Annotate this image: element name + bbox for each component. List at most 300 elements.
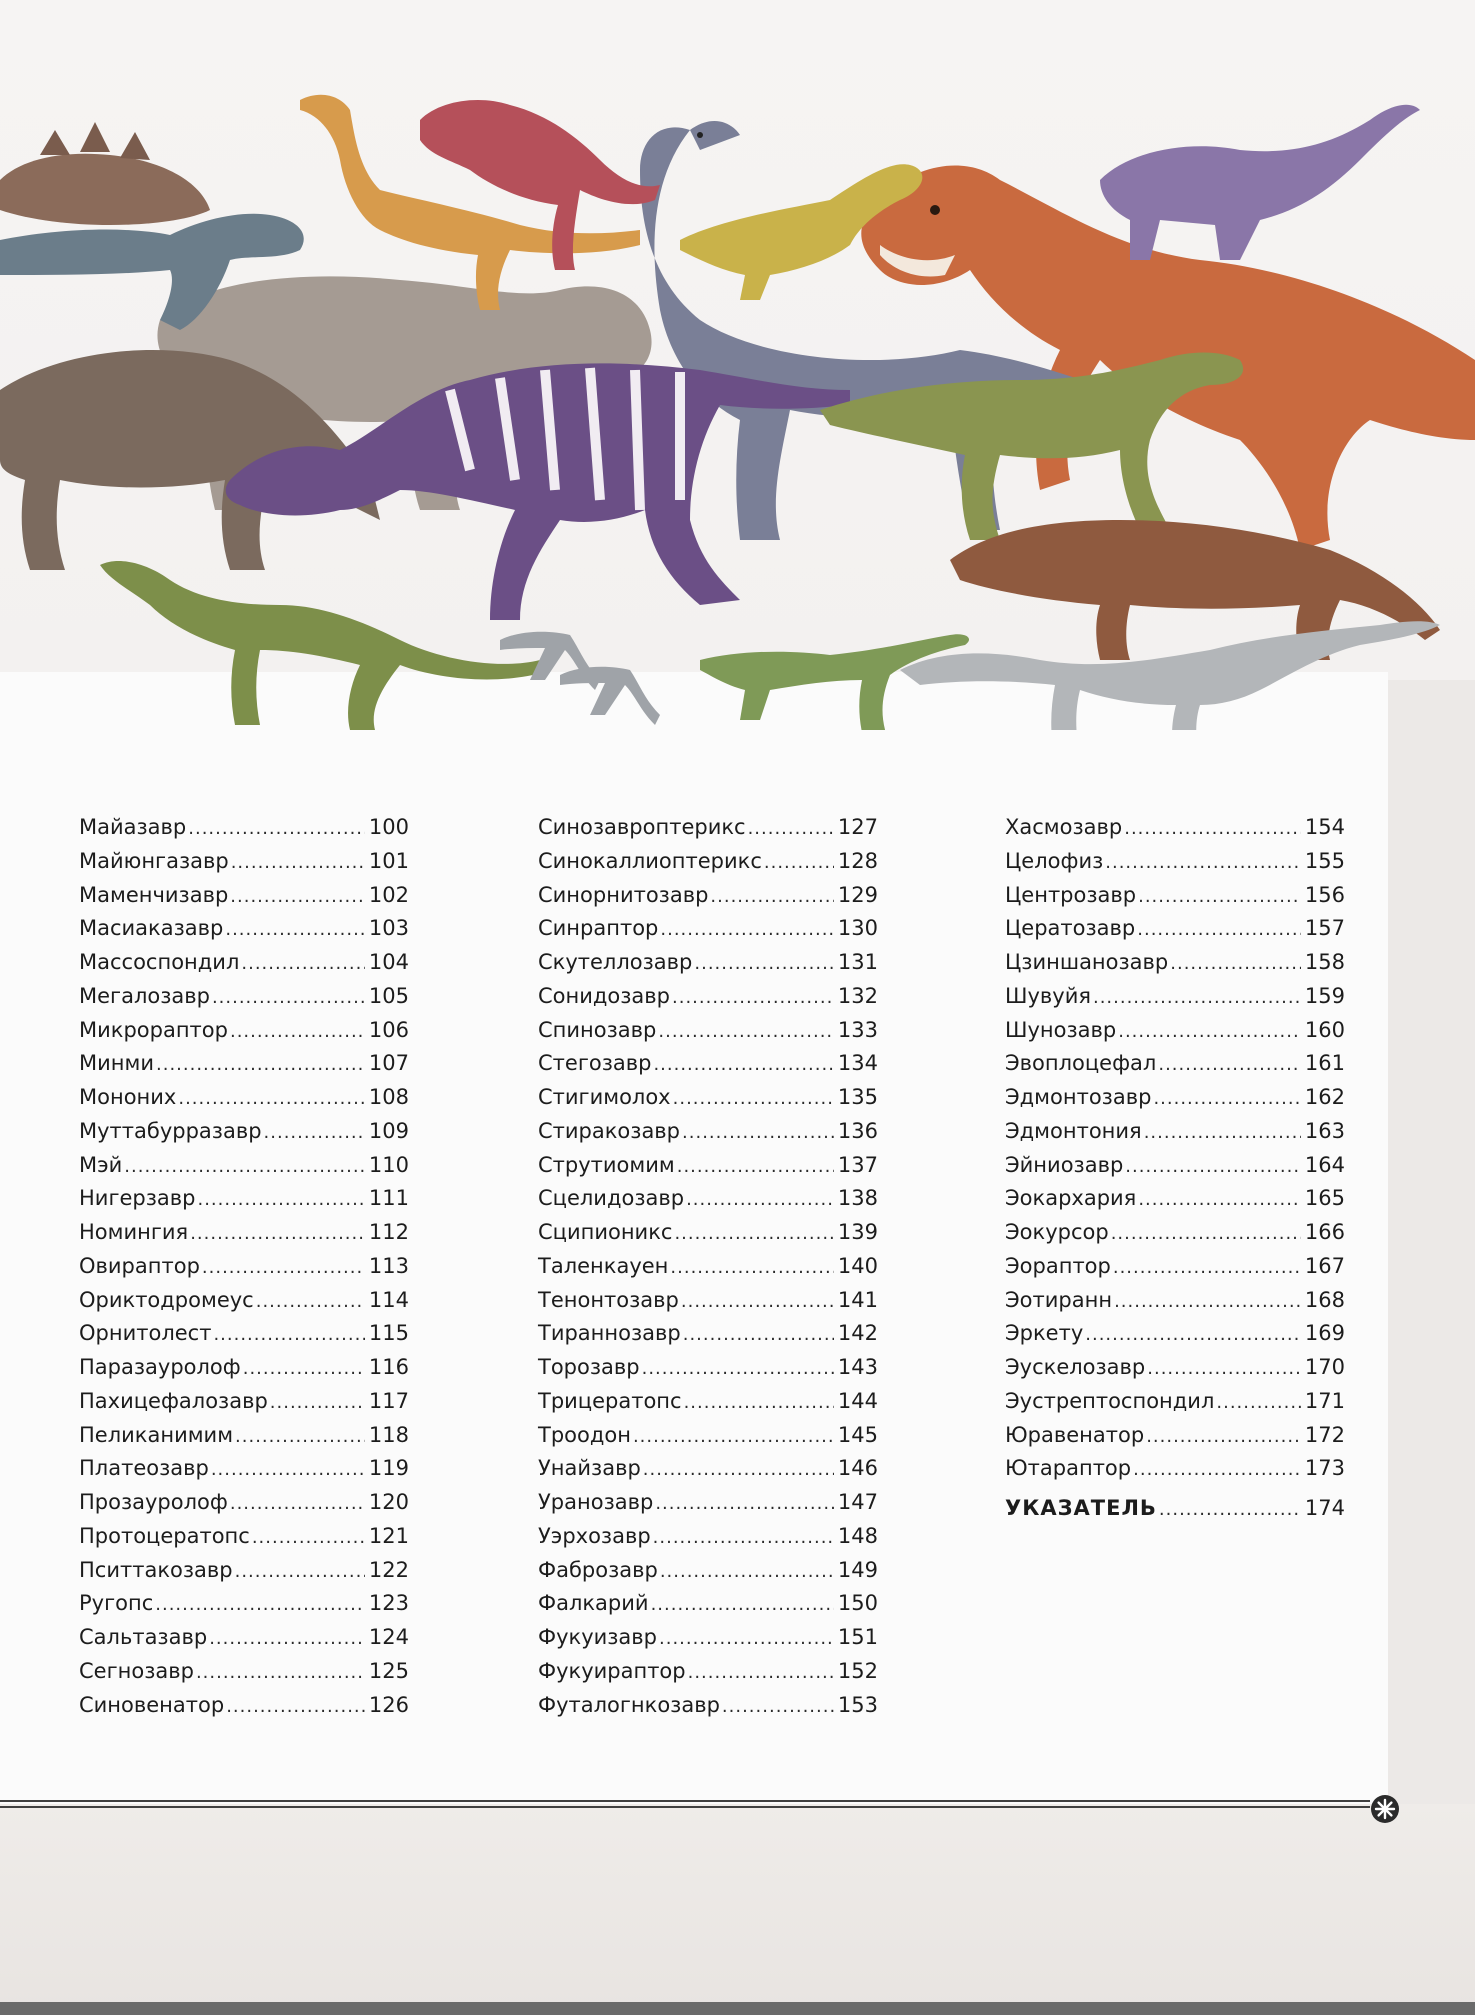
toc-dot-leader [673, 1088, 834, 1109]
toc-dot-leader [677, 1156, 834, 1177]
toc-entry-name: Струтиомим [538, 1152, 675, 1177]
toc-page-number: 147 [837, 1490, 878, 1514]
toc-entry-name: Футалогнкозавр [538, 1692, 720, 1717]
toc-entry[interactable] [79, 984, 409, 1018]
toc-dot-leader [243, 1358, 365, 1379]
toc-entry[interactable] [538, 916, 878, 950]
toc-entry[interactable] [538, 1558, 878, 1592]
toc-entry[interactable] [1005, 1018, 1345, 1052]
toc-page-number: 172 [1304, 1422, 1345, 1447]
toc-dot-leader [660, 919, 834, 940]
toc-entry[interactable] [1005, 1085, 1345, 1119]
page-bottom-margin [0, 1804, 1475, 2015]
toc-dot-leader [1147, 1358, 1301, 1379]
toc-dot-leader [1118, 1021, 1301, 1042]
toc-dot-leader [683, 1324, 834, 1345]
toc-entry[interactable] [538, 1254, 878, 1288]
toc-dot-leader [190, 1223, 365, 1244]
toc-page-number: 142 [837, 1321, 878, 1346]
toc-entry[interactable] [538, 883, 878, 917]
toc-page-number: 160 [1304, 1017, 1345, 1042]
toc-entry-name: Мэй [79, 1152, 123, 1177]
toc-entry-name: Орнитолест [79, 1321, 212, 1346]
toc-page-number: 129 [837, 882, 878, 907]
toc-dot-leader [674, 1223, 833, 1244]
toc-entry[interactable] [79, 1423, 409, 1457]
toc-entry-name: Масиаказавр [79, 916, 224, 941]
toc-dot-leader [672, 987, 834, 1008]
toc-page-number: 168 [1304, 1287, 1345, 1312]
toc-entry[interactable] [538, 1153, 878, 1187]
toc-entry[interactable] [538, 1085, 878, 1119]
toc-entry[interactable] [538, 1625, 878, 1659]
dinosaur-illustration [0, 60, 1475, 730]
toc-entry-name: Ориктодромеус [79, 1287, 254, 1312]
toc-page-number: 118 [368, 1422, 409, 1447]
toc-page-number: 137 [837, 1152, 878, 1177]
toc-page-number: 174 [1304, 1496, 1345, 1520]
toc-page-number: 121 [368, 1523, 409, 1548]
toc-page-number: 127 [837, 815, 878, 839]
toc-page-number: 135 [837, 1085, 878, 1109]
toc-entry-name: Тенонтозавр [538, 1287, 679, 1312]
toc-entry-name: Синозавроптерикс [538, 815, 746, 839]
toc-index-name: УКАЗАТЕЛЬ [1005, 1496, 1157, 1520]
toc-page-number: 153 [837, 1692, 878, 1717]
toc-entry-name: Пахицефалозавр [79, 1388, 268, 1413]
toc-entry[interactable] [538, 1018, 878, 1052]
toc-dot-leader [235, 1561, 365, 1582]
toc-entry-name: Эускелозавр [1005, 1355, 1146, 1379]
toc-dot-leader [235, 1426, 365, 1447]
toc-entry-name: Эвоплоцефал [1005, 1051, 1157, 1076]
toc-page-number: 123 [368, 1591, 409, 1616]
toc-entry[interactable] [538, 1423, 878, 1457]
toc-entry[interactable] [1005, 883, 1345, 917]
toc-dot-leader [1144, 1122, 1301, 1143]
toc-entry-name: Эйниозавр [1005, 1152, 1124, 1177]
toc-page-number: 143 [837, 1355, 878, 1379]
toc-dot-leader [270, 1392, 365, 1413]
toc-entry[interactable] [79, 883, 409, 917]
toc-entry-name: Эотиранн [1005, 1287, 1113, 1312]
toc-dot-leader [230, 1021, 365, 1042]
toc-entry[interactable] [1005, 1186, 1345, 1220]
toc-dot-leader [659, 1628, 834, 1649]
toc-entry[interactable] [1005, 950, 1345, 984]
toc-page-number: 126 [368, 1692, 409, 1717]
toc-page-number: 104 [368, 950, 409, 974]
toc-entry[interactable] [538, 1321, 878, 1355]
toc-entry-name: Фукуизавр [538, 1625, 658, 1649]
toc-entry[interactable] [538, 1220, 878, 1254]
toc-page-number: 159 [1304, 983, 1345, 1008]
toc-entry[interactable] [79, 950, 409, 984]
toc-dot-leader [1137, 919, 1301, 940]
toc-entry[interactable] [1005, 1119, 1345, 1153]
toc-entry-name: Уранозавр [538, 1490, 654, 1514]
footer-rule-line [0, 1800, 1370, 1802]
toc-dot-leader [230, 1493, 365, 1514]
toc-entry[interactable] [1005, 849, 1345, 883]
toc-entry-name: Номингия [79, 1220, 189, 1244]
toc-dot-leader [1170, 953, 1301, 974]
toc-page-number: 114 [368, 1287, 409, 1312]
toc-dot-leader [1133, 1459, 1301, 1480]
toc-entry-name: Эораптор [1005, 1253, 1111, 1278]
toc-entry[interactable] [538, 1051, 878, 1085]
toc-page-number: 133 [837, 1017, 878, 1042]
toc-entry[interactable] [1005, 916, 1345, 950]
toc-entry[interactable] [79, 1591, 409, 1625]
toc-entry-name: Пеликанимим [79, 1422, 234, 1447]
toc-page-number: 146 [837, 1456, 878, 1481]
stegosaur-figure [0, 122, 210, 225]
toc-dot-leader [633, 1426, 834, 1447]
toc-entry[interactable] [1005, 984, 1345, 1018]
toc-entry-name: Минми [79, 1051, 154, 1076]
toc-dot-leader [155, 1594, 365, 1615]
toc-page-number: 154 [1304, 815, 1345, 839]
toc-entry[interactable] [538, 1355, 878, 1389]
toc-dot-leader [231, 852, 365, 873]
toc-entry-name: Ругопс [79, 1591, 154, 1616]
toc-page-number: 162 [1304, 1085, 1345, 1109]
toc-entry[interactable] [79, 1085, 409, 1119]
toc-entry-name: Фаброзавр [538, 1557, 658, 1582]
toc-entry[interactable] [79, 1490, 409, 1524]
toc-entry[interactable] [538, 1659, 878, 1693]
toc-page-number: 107 [368, 1051, 409, 1076]
toc-entry-name: Троодон [538, 1422, 631, 1447]
toc-dot-leader [660, 1561, 834, 1582]
toc-entry[interactable] [79, 1389, 409, 1423]
toc-dot-leader [1124, 818, 1301, 839]
toc-entry-name: Цзиншанозавр [1005, 950, 1169, 974]
toc-entry-name: Майазавр [79, 815, 187, 839]
toc-entry-name: Эркету [1005, 1321, 1084, 1346]
toc-dot-leader [764, 852, 834, 873]
toc-entry[interactable] [79, 1625, 409, 1659]
toc-entry[interactable] [79, 1659, 409, 1693]
toc-entry-name: Мононих [79, 1085, 177, 1109]
toc-entry-name: Трицератопс [538, 1388, 682, 1413]
toc-dot-leader [686, 1189, 834, 1210]
toc-page-number: 119 [368, 1456, 409, 1481]
toc-entry[interactable] [1005, 1456, 1345, 1490]
toc-page-number: 148 [837, 1523, 878, 1548]
toc-entry[interactable] [79, 1456, 409, 1490]
toc-entry-name: Массоспондил [79, 950, 240, 974]
toc-page-number: 157 [1304, 916, 1345, 941]
toc-page-number: 109 [368, 1118, 409, 1143]
toc-page-number: 171 [1304, 1388, 1345, 1413]
toc-entry[interactable] [79, 1321, 409, 1355]
toc-entry[interactable] [1005, 1389, 1345, 1423]
toc-dot-leader [688, 1662, 834, 1683]
toc-page-number: 141 [837, 1287, 878, 1312]
toc-page-number: 128 [837, 848, 878, 873]
toc-page-number: 163 [1304, 1118, 1345, 1143]
small-sauropod-figure [100, 561, 545, 730]
toc-entry[interactable] [538, 1490, 878, 1524]
toc-entry-name: Синовенатор [79, 1692, 225, 1717]
toc-page-number: 130 [837, 916, 878, 941]
toc-entry-name: Эдмонтозавр [1005, 1085, 1152, 1109]
toc-page-number: 120 [368, 1490, 409, 1514]
toc-dot-leader [655, 1493, 834, 1514]
toc-entry-name: Цератозавр [1005, 916, 1136, 941]
toc-entry-name: Синраптор [538, 916, 659, 941]
toc-dot-leader [226, 1696, 365, 1717]
toc-entry[interactable] [538, 984, 878, 1018]
toc-dot-leader [197, 1189, 364, 1210]
toc-page-number: 150 [837, 1591, 878, 1616]
toc-dot-leader [643, 1459, 834, 1480]
toc-entry-name: Сонидозавр [538, 983, 670, 1008]
toc-entry-name: Протоцератопс [79, 1523, 250, 1548]
toc-entry-name: Нигерзавр [79, 1186, 196, 1211]
toc-page-number: 164 [1304, 1152, 1345, 1177]
toc-entry-name: Овираптор [79, 1253, 200, 1278]
toc-entry[interactable] [538, 1524, 878, 1558]
toc-page-number: 167 [1304, 1253, 1345, 1278]
toc-dot-leader [211, 1459, 365, 1480]
toc-column-3 [1005, 815, 1345, 1530]
toc-page-number: 144 [837, 1388, 878, 1413]
toc-column-1 [79, 815, 409, 1726]
toc-dot-leader [196, 1662, 365, 1683]
toc-dot-leader [722, 1696, 834, 1717]
toc-entry-name: Сцелидозавр [538, 1186, 685, 1211]
toc-page-number: 140 [837, 1253, 878, 1278]
small-grey-theropods-figure [500, 632, 660, 725]
toc-dot-leader [1113, 1257, 1301, 1278]
toc-page-number: 117 [368, 1388, 409, 1413]
toc-page-number: 156 [1304, 882, 1345, 907]
toc-dot-leader [225, 919, 365, 940]
toc-entry-name: Мегалозавр [79, 983, 210, 1008]
toc-entry[interactable] [79, 1524, 409, 1558]
toc-dot-leader [124, 1156, 365, 1177]
toc-entry[interactable] [79, 1018, 409, 1052]
toc-entry-name: Юравенатор [1005, 1422, 1145, 1447]
toc-page-number: 145 [837, 1422, 878, 1447]
toc-dot-leader [1216, 1392, 1301, 1413]
toc-dot-leader [653, 1527, 834, 1548]
toc-entry[interactable] [538, 1288, 878, 1322]
page-edge-shadow [0, 2002, 1475, 2015]
toc-entry[interactable] [1005, 1355, 1345, 1389]
toc-entry[interactable] [79, 1220, 409, 1254]
toc-page-number: 115 [368, 1321, 409, 1346]
footer-rule-line [0, 1806, 1370, 1808]
toc-dot-leader [156, 1054, 365, 1075]
toc-dot-leader [178, 1088, 365, 1109]
toc-entry-name: Синокаллиоптерикс [538, 848, 762, 873]
toc-entry-name: Унайзавр [538, 1456, 641, 1481]
toc-dot-leader [694, 953, 834, 974]
toc-entry-name: Микрораптор [79, 1017, 228, 1042]
toc-entry-name: Уэрхозавр [538, 1523, 651, 1548]
toc-entry[interactable] [538, 950, 878, 984]
toc-entry-name: Целофиз [1005, 848, 1104, 873]
toc-dot-leader [1111, 1223, 1301, 1244]
toc-dot-leader [1105, 852, 1301, 873]
toc-entry-name: Прозауролоф [79, 1490, 228, 1514]
toc-entry[interactable] [1005, 1051, 1345, 1085]
toc-entry[interactable] [538, 1591, 878, 1625]
toc-entry-name: Фукуираптор [538, 1658, 686, 1683]
toc-entry[interactable] [79, 1558, 409, 1592]
toc-page-number: 100 [368, 815, 409, 839]
toc-page-number: 125 [368, 1658, 409, 1683]
toc-entry-name: Фалкарий [538, 1591, 649, 1616]
toc-dot-leader [710, 886, 833, 907]
toc-page-number: 158 [1304, 950, 1345, 974]
toc-page-number: 111 [368, 1186, 409, 1211]
toc-dot-leader [1146, 1426, 1301, 1447]
toc-dot-leader [684, 1392, 834, 1413]
toc-dot-leader [1114, 1291, 1301, 1312]
toc-dot-leader [202, 1257, 365, 1278]
toc-entry-name: Маменчизавр [79, 882, 229, 907]
toc-page-number: 132 [837, 983, 878, 1008]
toc-dot-leader [1085, 1324, 1301, 1345]
toc-entry[interactable] [79, 1186, 409, 1220]
toc-page-number: 169 [1304, 1321, 1345, 1346]
pale-sauropod-figure [900, 621, 1440, 730]
toc-dot-leader [241, 953, 365, 974]
toc-entry[interactable] [1005, 1288, 1345, 1322]
toc-page-number: 170 [1304, 1355, 1345, 1379]
footer-double-rule [0, 1800, 1370, 1808]
toc-entry[interactable] [79, 916, 409, 950]
toc-page-number: 108 [368, 1085, 409, 1109]
toc-page-number: 166 [1304, 1220, 1345, 1244]
toc-page-number: 110 [368, 1152, 409, 1177]
toc-dot-leader [670, 1257, 834, 1278]
toc-entry-name: Сегнозавр [79, 1658, 194, 1683]
toc-dot-leader [264, 1122, 365, 1143]
toc-entry-name: Эокархария [1005, 1186, 1137, 1211]
toc-page-number: 165 [1304, 1186, 1345, 1211]
toc-page-number: 136 [837, 1118, 878, 1143]
toc-entry[interactable] [1005, 1254, 1345, 1288]
toc-entry-name: Скутеллозавр [538, 950, 693, 974]
toc-dot-leader [748, 818, 834, 839]
toc-entry[interactable] [79, 849, 409, 883]
toc-dot-leader [213, 1324, 364, 1345]
toc-dot-leader [1125, 1156, 1301, 1177]
toc-dot-leader [230, 886, 365, 907]
toc-entry-name: Торозавр [538, 1355, 640, 1379]
toc-dot-leader [658, 1021, 834, 1042]
toc-page-number: 106 [368, 1017, 409, 1042]
toc-entry-name: Тираннозавр [538, 1321, 681, 1346]
toc-entry-name: Эустрептоспондил [1005, 1388, 1215, 1413]
toc-entry-name: Ютараптор [1005, 1456, 1132, 1481]
toc-entry[interactable] [538, 1119, 878, 1153]
toc-entry[interactable] [1005, 1220, 1345, 1254]
toc-page-number: 138 [837, 1186, 878, 1211]
purple-sauropod-figure [1100, 105, 1420, 260]
toc-entry[interactable] [79, 1355, 409, 1389]
toc-entry[interactable] [1005, 815, 1345, 849]
toc-page-number: 151 [837, 1625, 878, 1649]
toc-page-number: 103 [368, 916, 409, 941]
toc-dot-leader [681, 1291, 834, 1312]
toc-entry-name: Муттабурразавр [79, 1118, 262, 1143]
toc-index-entry[interactable] [1005, 1496, 1345, 1530]
toc-dot-leader [1159, 1499, 1301, 1520]
toc-entry[interactable] [79, 1051, 409, 1085]
toc-entry-name: Спинозавр [538, 1017, 657, 1042]
toc-page-number: 149 [837, 1557, 878, 1582]
toc-dot-leader [209, 1628, 365, 1649]
toc-dot-leader [212, 987, 365, 1008]
toc-entry[interactable] [538, 1693, 878, 1727]
toc-page-number: 113 [368, 1253, 409, 1278]
toc-entry[interactable] [79, 1254, 409, 1288]
toc-entry[interactable] [79, 1288, 409, 1322]
toc-entry-name: Синорнитозавр [538, 882, 709, 907]
toc-entry[interactable] [79, 1119, 409, 1153]
toc-page-number: 124 [368, 1625, 409, 1649]
toc-entry[interactable] [79, 1693, 409, 1727]
toc-entry-name: Хасмозавр [1005, 815, 1123, 839]
toc-entry-name: Майюнгазавр [79, 848, 229, 873]
toc-dot-leader [642, 1358, 834, 1379]
toc-entry[interactable] [538, 1389, 878, 1423]
toc-dot-leader [1138, 886, 1301, 907]
toc-entry[interactable] [79, 815, 409, 849]
toc-dot-leader [682, 1122, 834, 1143]
toc-dot-leader [256, 1291, 365, 1312]
toc-entry-name: Шунозавр [1005, 1017, 1117, 1042]
toc-entry-name: Пситтакозавр [79, 1557, 233, 1582]
toc-entry[interactable] [79, 1153, 409, 1187]
toc-entry-name: Эокурсор [1005, 1220, 1109, 1244]
toc-entry-name: Сципионикс [538, 1220, 673, 1244]
toc-entry[interactable] [1005, 1321, 1345, 1355]
toc-page-number: 161 [1304, 1051, 1345, 1076]
toc-page-number: 105 [368, 983, 409, 1008]
toc-entry[interactable] [1005, 1153, 1345, 1187]
toc-dot-leader [1158, 1054, 1301, 1075]
toc-entry[interactable] [538, 1456, 878, 1490]
toc-page-number: 134 [837, 1051, 878, 1076]
toc-entry-name: Платеозавр [79, 1456, 209, 1481]
toc-page-number: 102 [368, 882, 409, 907]
toc-entry-name: Паразауролоф [79, 1355, 241, 1379]
toc-entry[interactable] [538, 815, 878, 849]
toc-page-number: 152 [837, 1658, 878, 1683]
toc-entry-name: Стегозавр [538, 1051, 652, 1076]
toc-entry[interactable] [1005, 1423, 1345, 1457]
toc-page-number: 131 [837, 950, 878, 974]
toc-entry-name: Таленкауен [538, 1253, 669, 1278]
toc-entry[interactable] [538, 1186, 878, 1220]
toc-column-2 [538, 815, 878, 1726]
toc-dot-leader [1153, 1088, 1300, 1109]
toc-dot-leader [1138, 1189, 1301, 1210]
toc-entry-name: Центрозавр [1005, 882, 1137, 907]
toc-entry[interactable] [538, 849, 878, 883]
toc-page-number: 155 [1304, 848, 1345, 873]
toc-dot-leader [188, 818, 365, 839]
toc-dot-leader [1093, 987, 1301, 1008]
